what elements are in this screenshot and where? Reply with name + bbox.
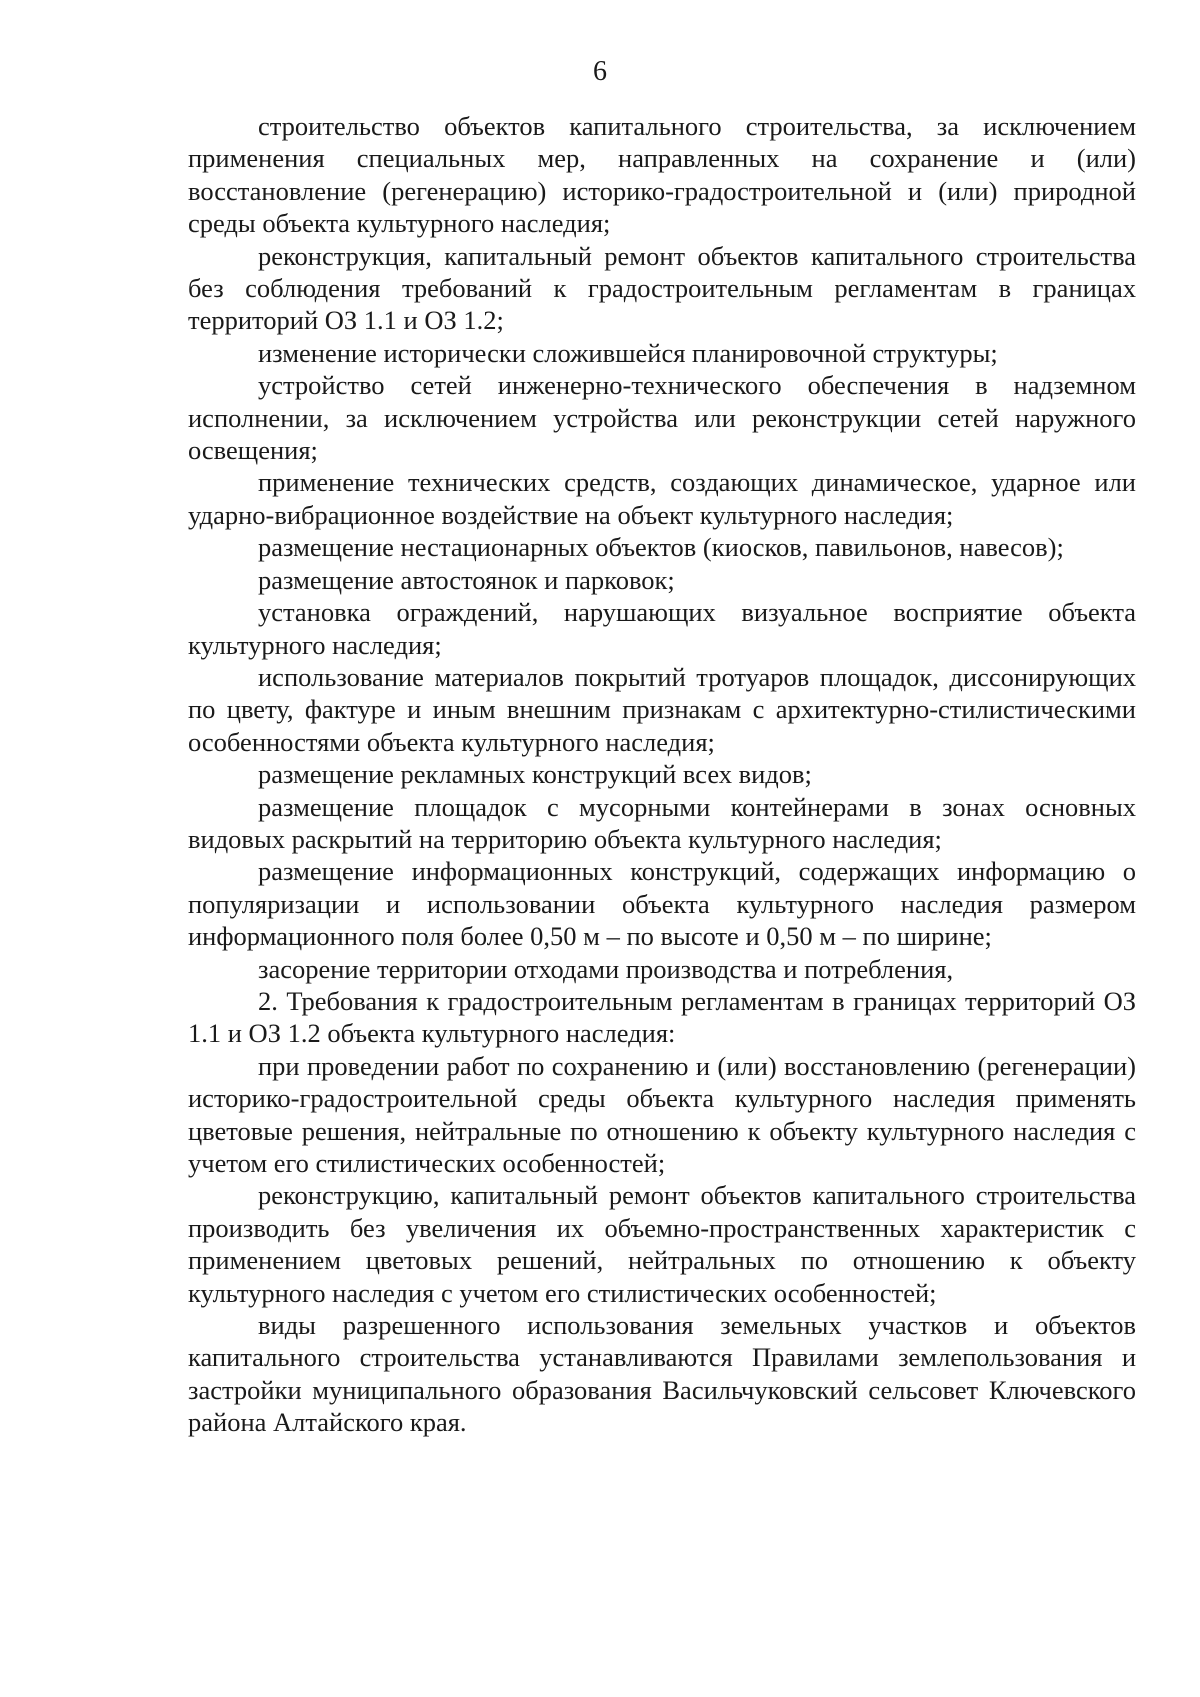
paragraph-engineering-networks: устройство сетей инженерно-технического обеспечения в надземном исполнении, за исключением устройства или реконструкции сетей наружного освещения;	[188, 370, 1136, 466]
paragraph-fences: установка ограждений, нарушающих визуальное восприятие объекта культурного наследия;	[188, 597, 1136, 660]
paragraph-color-solutions: при проведении работ по сохранению и (или) восстановлению (регенерации) историко-градостроительной среды объекта культурного наследия применять цветовые решения, нейтральные по отношению к объекту культурного наследия с учетом его стилистических особенностей;	[188, 1050, 1136, 1178]
page-number: 6	[593, 56, 607, 87]
paragraph-non-stationary-objects: размещение нестационарных объектов (киосков, павильонов, навесов);	[258, 532, 1064, 563]
paragraph-permitted-use: виды разрешенного использования земельных участков и объектов капитального строительства устанавливаются Правилами землепользования и застройки муниципального образования Васильчуковский сельсовет Ключевского района Алтайского края.	[188, 1310, 1136, 1438]
paragraph-section-2-heading: 2. Требования к градостроительным регламентам в границах территорий ОЗ 1.1 и ОЗ 1.2 объекта культурного наследия:	[188, 985, 1136, 1049]
paragraph-advertising: размещение рекламных конструкций всех видов;	[258, 759, 812, 790]
paragraph-parking: размещение автостоянок и парковок;	[258, 564, 675, 595]
paragraph-littering: засорение территории отходами производства и потребления,	[258, 953, 954, 984]
paragraph-information-structures: размещение информационных конструкций, содержащих информацию о популяризации и использовании объекта культурного наследия размером информационного поля более 0,50 м – по высоте и 0,50 м – по ширине;	[188, 856, 1136, 952]
paragraph-waste-containers: размещение площадок с мусорными контейнерами в зонах основных видовых раскрытий на территорию объекта культурного наследия;	[188, 791, 1136, 854]
paragraph-reconstruction-requirements: реконструкцию, капитальный ремонт объектов капитального строительства производить без увеличения их объемно-пространственных характеристик с применением цветовых решений, нейтральных по отношению к объекту культурного наследия с учетом его стилистических особенностей;	[188, 1180, 1136, 1308]
paragraph-planning-structure: изменение исторически сложившейся планировочной структуры;	[258, 337, 998, 368]
paragraph-technical-means: применение технических средств, создающих динамическое, ударное или ударно-вибрационное воздействие на объект культурного наследия;	[188, 467, 1136, 530]
paragraph-materials: использование материалов покрытий тротуаров площадок, диссонирующих по цвету, фактуре и иным внешним признакам с архитектурно-стилистическими особенностями объекта культурного наследия;	[188, 661, 1136, 757]
document-body	[188, 110, 1136, 1439]
paragraph-construction-restriction: строительство объектов капитального строительства, за исключением применения специальных мер, направленных на сохранение и (или) восстановление (регенерацию) историко-градостроительной и (или) природной среды объекта культурного наследия;	[188, 111, 1136, 239]
paragraph-reconstruction: реконструкция, капитальный ремонт объектов капитального строительства без соблюдения требований к градостроительным регламентам в границах территорий ОЗ 1.1 и ОЗ 1.2;	[188, 240, 1136, 336]
